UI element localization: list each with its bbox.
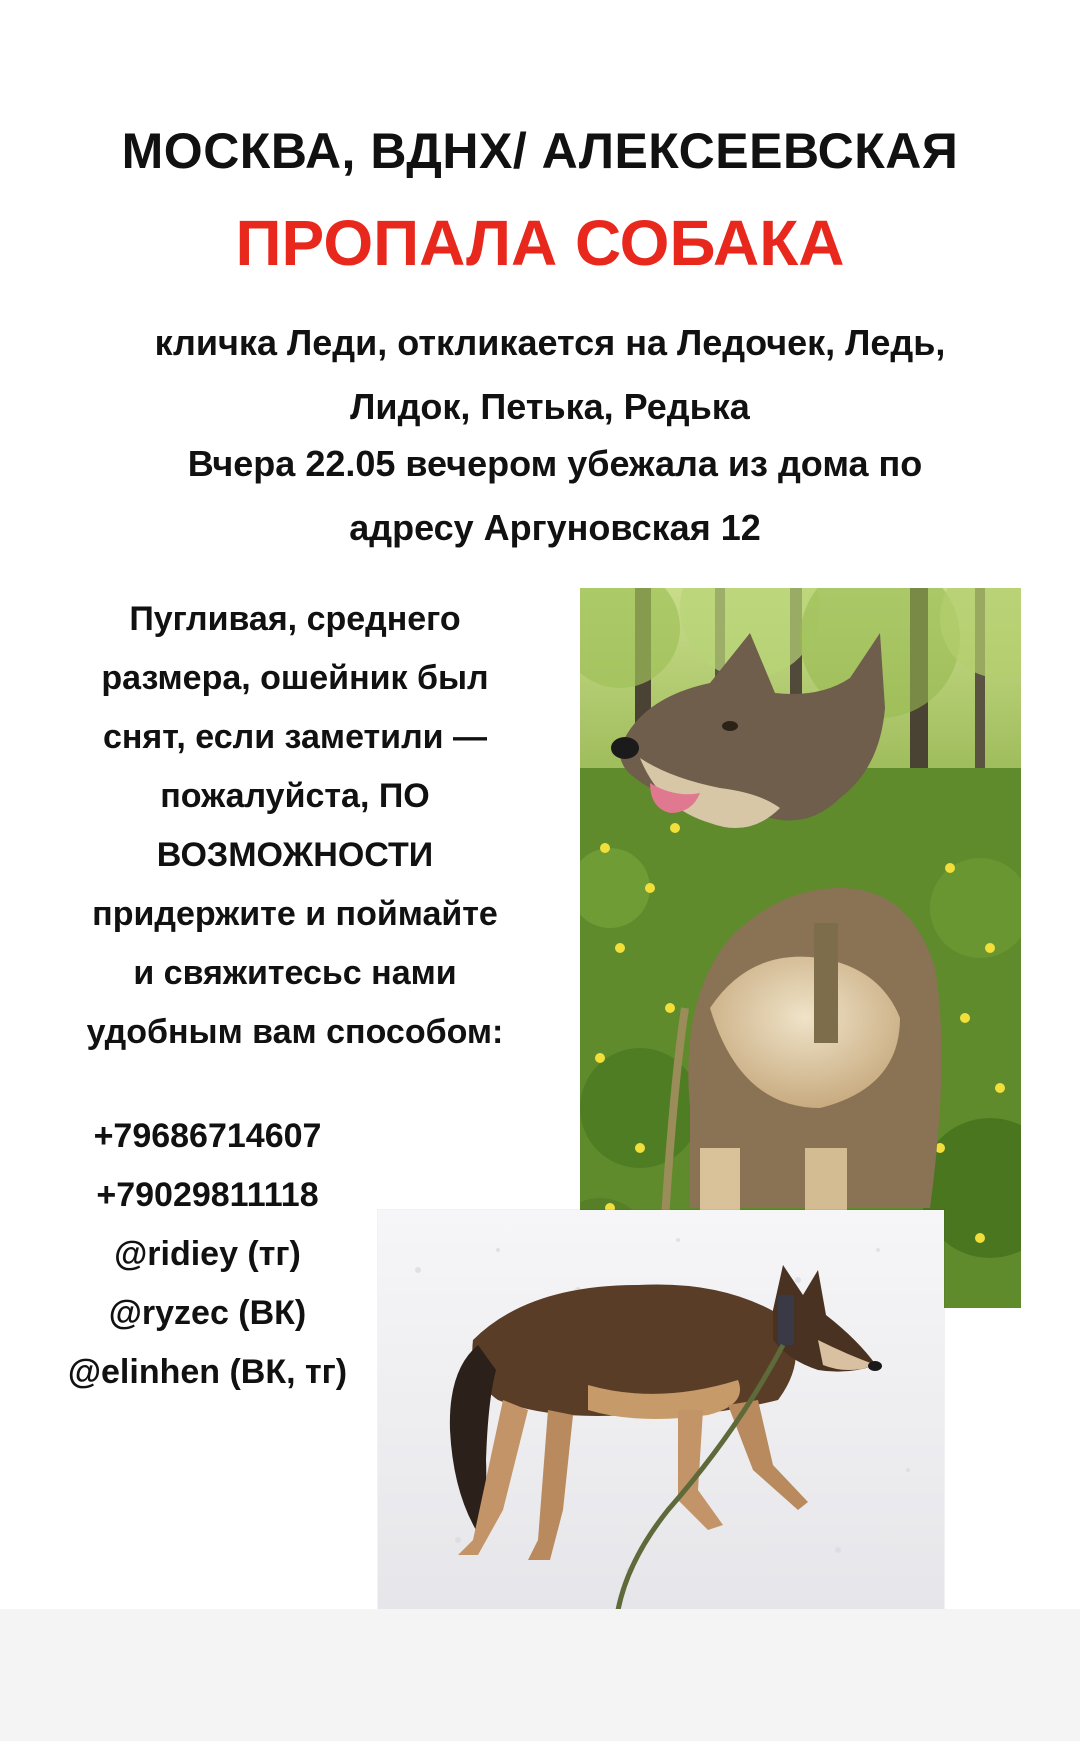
description-line: снят, если заметили — (102, 718, 488, 756)
phone-number-2: +79029811118 (96, 1176, 319, 1214)
description-line: размера, ошейник был (101, 659, 489, 697)
dog-forest-photo (580, 588, 1021, 1308)
vk-contact: @ryzec (ВК) (108, 1294, 307, 1332)
dog-names-line-2: Лидок, Петька, Редька (350, 386, 750, 427)
footer-strip (0, 1609, 1080, 1741)
lost-dog-title: ПРОПАЛА СОБАКА (235, 207, 845, 279)
escape-details-line-1: Вчера 22.05 вечером убежала из дома по (187, 443, 923, 484)
escape-details-line-2: адресу Аргуновская 12 (349, 507, 761, 548)
description-line: придержите и поймайте (92, 895, 498, 933)
dog-snow-photo (378, 1210, 944, 1610)
description-line: пожалуйста, ПО (160, 777, 430, 815)
telegram-contact: @ridiey (тг) (114, 1235, 301, 1273)
location-heading: МОСКВА, ВДНХ/ АЛЕКСЕЕВСКАЯ (121, 123, 959, 179)
contact-list (35, 1107, 380, 1402)
dog-names-text (70, 311, 1030, 439)
phone-number-1: +79686714607 (93, 1117, 322, 1155)
description-line: удобным вам способом: (86, 1013, 504, 1051)
description-line: Пугливая, среднего (129, 600, 461, 638)
dog-names-line-1: кличка Леди, откликается на Ледочек, Ледь, (154, 322, 946, 363)
escape-details-text (110, 432, 1000, 560)
vk-telegram-contact: @elinhen (ВК, тг) (67, 1353, 348, 1391)
description-line: и свяжитесьс нами (133, 954, 457, 992)
dog-description (50, 590, 540, 1062)
description-line: ВОЗМОЖНОСТИ (156, 836, 434, 874)
